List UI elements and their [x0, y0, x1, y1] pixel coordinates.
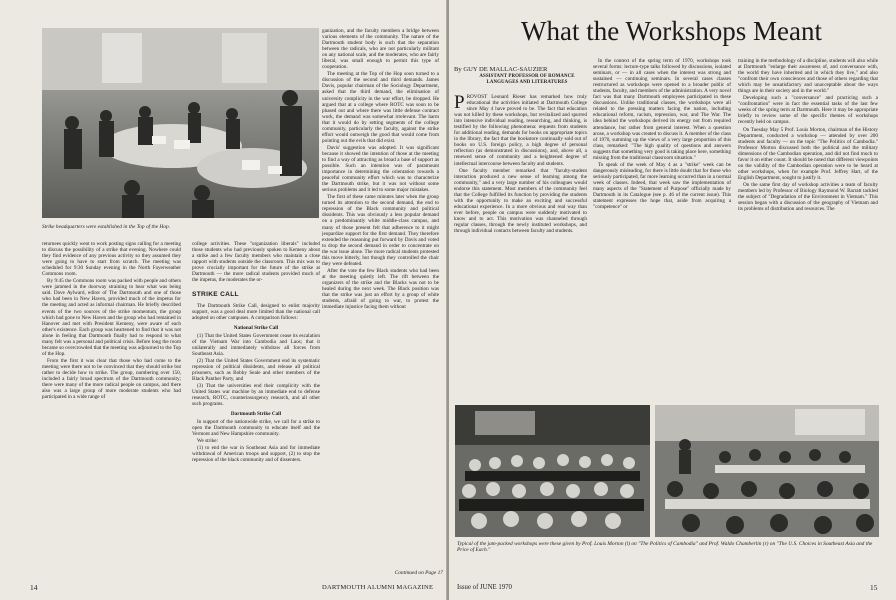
paragraph: In the context of the spring term of 1970, workshops took several forms: lecture-type talks followed by discussions, isolated seminars, or — in all cases when the interest was strong and sustained — continuing seminars. In several cases classes restructured as workshops were opened to a broader public of students, faculty, and members of the administration. A very novel fact was that many Dartmouth employees participated in these discussions. Unlike traditional classes, the workshops were all related to the pressing matters facing the nation, including educational reform, racism, repression, war, and The War. The idea behind the workshops derived its energy not from required attendance, but rather from general interest. When a question arose, a workshop was created to discuss it. A member of the class of 1970, summing up the views of a very large proportion of this class, remarked: "The high quality of questions and answers suggests that something very good is taking place here, something missing from the traditional classroom situation.": [593, 58, 731, 161]
national-item: (1) That the United States Government cease its escalation of the Vietnam War into Cambodia and Laos; that it unilaterally and immediately withdraw all forces from Southeast Asia.: [192, 332, 320, 357]
paragraph: Developing such a "conversance" and practicing such a "confrontation" were in fact the essential tasks of the last few weeks of the spring term at Dartmouth. Here it may be appropriate briefly to review some of the specific themes of workshops recently held on campus.: [738, 95, 878, 126]
dartmouth-item: (1) to end the war in Southeast Asia and for immediate withdrawal of American troops and support, (2) to stop the repression of the black community and of dissenters.: [192, 445, 320, 464]
chamberlin-workshop-photo: [655, 405, 879, 537]
paragraph: To speak of the week of May 4 as a "strike" week can be dangerously misleading, for there is little doubt that for those who seriously participated, far more learning occurred than in a normal week of classes. Indeed, that week saw the implementation of many aspects of the "Statement of Purpose" officially made by Dartmouth in its Catalogue (see p. 46 of the current issue). This statement expresses the hope that, aside from acquiring a "competence" or: [593, 161, 731, 211]
right-column-2: [593, 58, 731, 403]
left-column-2: [192, 241, 320, 567]
left-page: [0, 0, 447, 600]
left-page-number: 14: [30, 583, 38, 592]
dropcap: P: [454, 94, 465, 113]
paragraph: On Tuesday May 5 Prof. Louis Morton, chairman of the History Department, conducted a workshop — attended by over 200 students and faculty — on the topic "The Politics of Cambodia." Professor Morton discussed both the political and the military dimensions of the Cambodian operation, and did not find much to favor it on either count. It should be noted that different viewpoints on the validity of the Cambodian operation were to be heard at other workshops, when for example Prof. Jeffrey Hart, of the English Department, sought to justify it.: [738, 126, 878, 181]
paragraph: The first of these came minutes later when the group turned its attention to the second demand, the end to repression of the Black community and political dissidents. This was obviously a less popular demand on a predominantly white middle-class campus, and many of those present felt that adherence to it might jeopardize support for the first demand. They therefore extended the reasoning put forward by Davis and voted to drop the second demand in order to concentrate on the war issue alone. The more radical students protested this move bitterly, but though they controlled the chair they were defeated.: [322, 194, 439, 267]
photo-image: [42, 28, 319, 218]
paragraph: After the vote the few Black students who had been at the meeting quietly left. The rift between the organizers of the strike and the Blacks was not to be healed during the next week. The Black position was that the strike was just an effort by a group of white students, afraid of going to war, to protest the immediate injustice facing them without: [322, 267, 439, 311]
right-page: [449, 0, 896, 600]
magazine-name: DARTMOUTH ALUMNI MAGAZINE: [322, 584, 434, 591]
article-title: What the Workshops Meant: [521, 16, 823, 46]
strike-call-intro: The Dartmouth Strike Call, designed to enlist majority support, was a good deal more limited than the national call adopted on other campuses. A comparison follows:: [192, 303, 320, 322]
byline-role: [462, 74, 592, 86]
first-paragraph-text: ROVOST Leonard Rieser has remarked how truly educational the activities initiated at Dartmouth College since May 4 have proved to be. The fact that education was not killed by these workshops, but revitalized and spurred into intensive individual reading, researching, and thinking, is testified by the following phenomena: requests from students for additional reading, demands for books on appropriate topics in the library, the fact that the bookstore continually sold out of books on U.S. foreign policy, a high degree of personal reflection (as demonstrated in discussions), and, above all, a renewed sense of community and a heightened degree of intellectual intercourse between faculty and students.: [454, 94, 587, 167]
paragraph: training in the methodology of a discipline, students will also while at Dartmouth "enlarge their awareness of, and conversance with, the world they have inherited and in which they live," and also "confront their own consciences and those of others regarding that which may be unsatisfactory and unacceptable about the ways things are in their society and in the world.": [738, 58, 878, 95]
dartmouth-item: We strike:: [197, 438, 219, 445]
national-item: (3) That the universities end their complicity with the United States war machine by an immediate end to defense research, ROTC, counterinsurgency research, and all other such programs.: [192, 382, 320, 408]
byline-role-line-1: ASSISTANT PROFESSOR OF ROMANCE: [479, 74, 575, 79]
morton-workshop-photo: [455, 405, 650, 537]
paragraph: Davis' suggestion was adopted. It was significant because it showed the intention of those at the meeting to find a way of attracting as broad a base of support as possible. Such an intention was of paramount importance in determining the orientation towards a peaceful community effort which was to characterize the Dartmouth strike, but it was not without some serious problems and it led to some major mistakes.: [322, 144, 439, 194]
dartmouth-strike-call-title: Dartmouth Strike Call: [230, 411, 282, 418]
right-page-number: 15: [870, 583, 878, 592]
left-photo-caption: Strike headquarters were established in the Top of the Hop.: [42, 224, 171, 230]
left-column-3: [322, 28, 439, 568]
right-column-1: [454, 94, 587, 419]
left-column-1: [42, 241, 181, 567]
paragraph: college activities. These "organization liberals" included those students who had previously spoken to Kemeny about a strike and a few faculty members who maintain a close rapport with students outside the classroom. This mix was to prove crucially important for the future of the strike at Dartmouth — the more radical students provided much of the impetus, the moderates the or-: [192, 241, 320, 284]
right-column-3: [738, 58, 878, 403]
byline: By GUY DE MALLAC-SAUZIER: [454, 66, 548, 73]
dartmouth-item: In support of the nationwide strike, we call for a strike to open the Dartmouth community to educate itself and the Vermont and New Hampshire community.: [192, 419, 320, 438]
paragraph: By 9:45 the Commons room was packed with people and others were jammed in the doorway straining to hear what was being said. Dave Aylward, editor of The Dartmouth and one of those who had been in New Haven, provided much of the impetus for the meeting and acted as informal chairman. He briefly described events of the two sources of the strike momentum, the group which had gone to New Haven and the group who had remained in Hanover and met with President Kemeny, were aware of each other's existence. Each group was heartened to find that it was not alone in feeling that Dartmouth finally had to respond to what many felt was a personal and political crisis. Before long the room became so overcrowded that the meeting was adjourned to the Top of the Hop.: [42, 278, 181, 357]
paragraph: One faculty member remarked that "faculty-student interaction produced a new sense of learning among the community," and a very large number of his colleagues would endorse this statement. Most members of the community feel that the College fulfilled its function by providing the students with the opportunity to make an exciting and successful educational experience. In a more obvious and real way than ever before, people on campus were suddenly motivated to know and to act. This motivation was channeled through regular classes, through the newly instituted workshops, and through individual contacts between faculty and students.: [454, 167, 587, 235]
paragraph: returnees quickly went to work posting signs calling for a meeting to discuss the possibility of a strike that evening. Nowhere could they find evidence of any previous activity so they assumed they were going to have to start from scratch. The meeting was scheduled for 9:30 Sunday evening in the North Fayerweather Commons room.: [42, 241, 181, 278]
strike-call-heading: STRIKE CALL: [192, 291, 239, 299]
paragraph: The meeting at the Top of the Hop soon turned to a discussion of the second and third demands. James Davis, popular chairman of the Sociology Department, asked that the third demand, the elimination of university complicity in the war effort, be dropped. He argued that at a college where ROTC was soon to be phased out and where there was little defense contract work, the demand was somewhat irrelevant. The harm that it would do by setting segments of the college community, particularly the faculty, against the strike effort would outweigh the good that would come from pointing out the evils that did exist.: [322, 71, 439, 144]
issue-label: Issue of JUNE 1970: [457, 584, 512, 591]
photo-image: [455, 405, 650, 537]
paragraph: On the same first day of workshop activities a team of faculty members led by Professor of Biology Raymond W. Barratt tackled the subject of "Degradation of the Environment in Vietnam." This session began with a discussion of the geography of Vietnam and its problems of distribution and resources. The: [738, 181, 878, 213]
photo-image: [655, 405, 879, 537]
byline-role-line-2: LANGUAGES AND LITERATURES: [486, 79, 568, 85]
paragraph: [454, 94, 587, 167]
strike-headquarters-photo: [42, 28, 319, 218]
right-photo-caption: Typical of the jam-packed workshops were these given by Prof. Louis Morton (l) on "The Politics of Cambodia" and Prof. Waldo Chamberlin (r) on "The U.S. Choices in Southeast Asia and the Price of Each.": [457, 541, 873, 554]
paragraph: ganization, and the faculty members a bridge between various elements of the community. The nature of the Dartmouth student body is such that the separation between the radicals, who are not particularly militant on any national scale, and the moderates, who are fairly liberal, was small enough to permit this type of cooperation.: [322, 28, 439, 71]
continued-note: Continued on Page 17: [394, 570, 443, 576]
national-strike-call-title: National Strike Call: [233, 324, 279, 331]
national-item: (2) That the United States Government end its systematic repression of political dissidents, and release all political prisoners, such as Bobby Seale and other members of the Black Panther Party, and: [192, 357, 320, 382]
paragraph: From the first it was clear that those who had come to the meeting were there not to be convinced that they should strike but rather to decide how to strike. The group, numbering over 150, included a fairly broad spectrum of the Dartmouth community; there were many of the more radical people on campus, and there also was a large group of more moderate students who had participated in a wide range of: [42, 357, 181, 401]
